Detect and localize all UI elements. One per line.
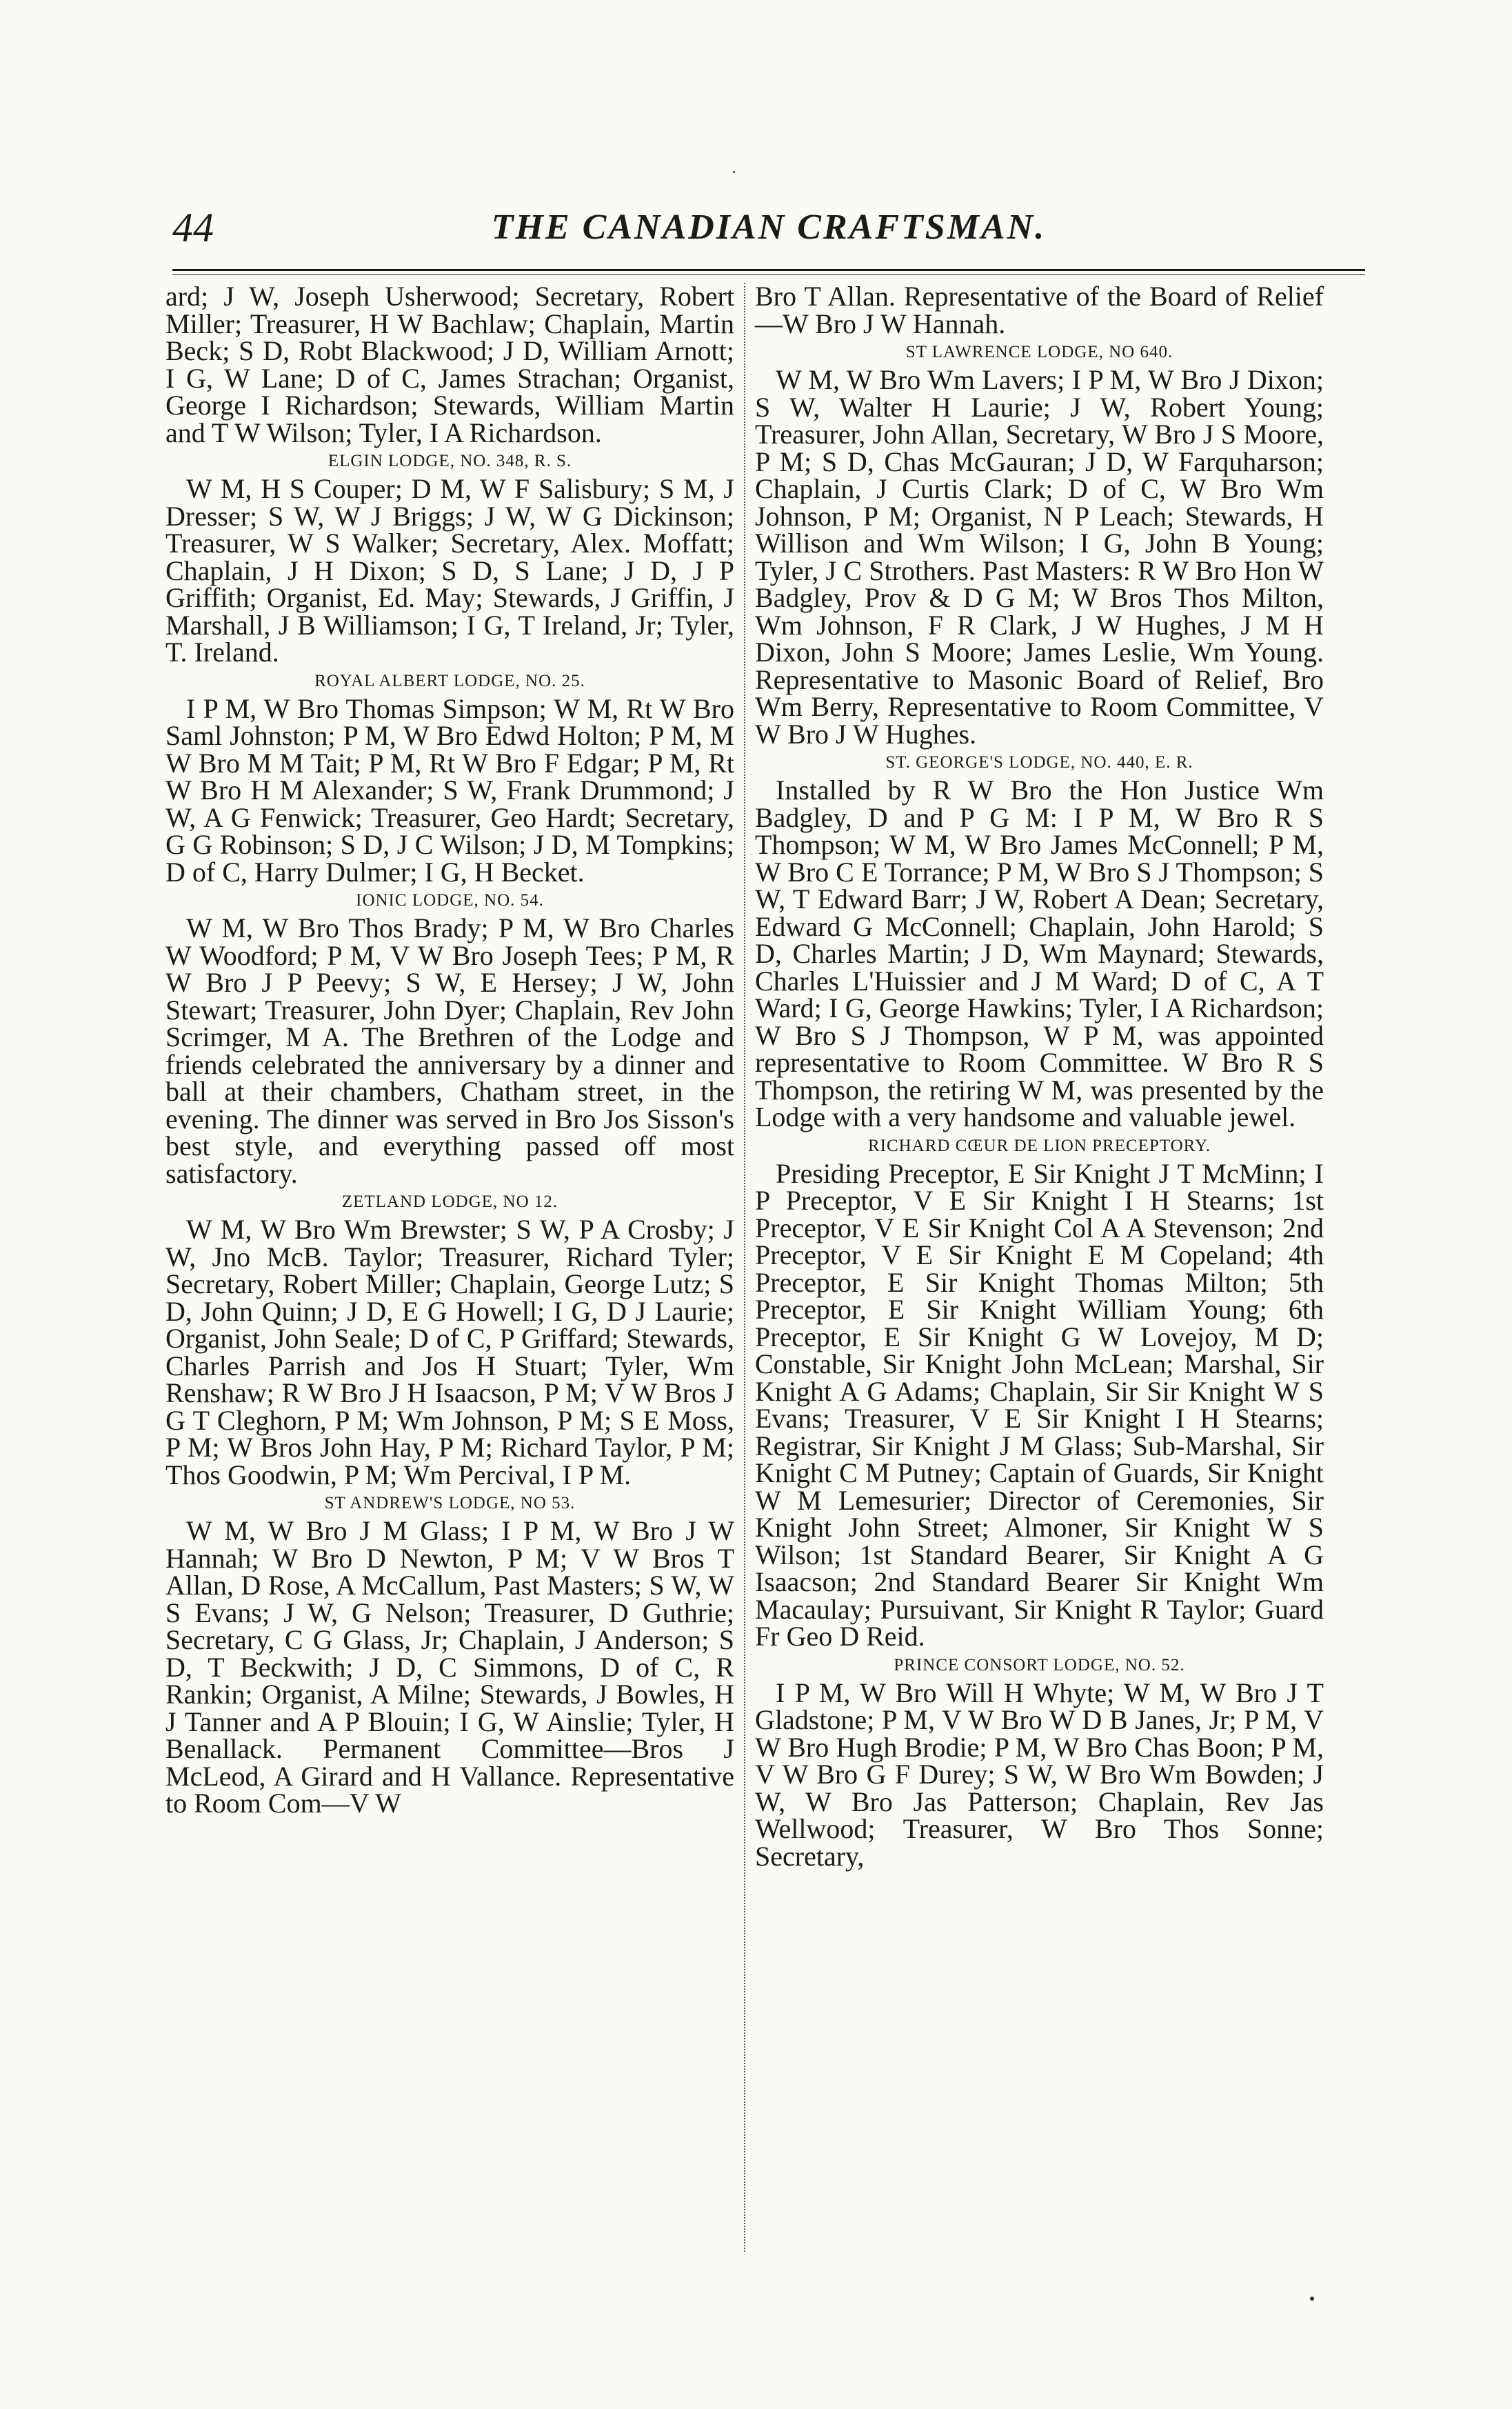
lodge-heading: ST LAWRENCE LODGE, NO 640. (905, 343, 1173, 361)
print-speck (1310, 2297, 1314, 2301)
text-paragraph: I P M, W Bro Will H Whyte; W M, W Bro J T Gladstone; P M, V W Bro W D B Janes, Jr; P M, V W Bro Hugh Brodie; P M, W Bro Chas Boon; P M, V W Bro G F Durey; S W, W Bro Wm Bowden; J W, W Bro Jas Patterson; Chaplain, Rev Jas Wellwood; Treasurer, W Bro Thos Sonne; Secretary, (755, 1677, 1324, 1872)
text-paragraph: W M, W Bro Wm Brewster; S W, P A Crosby; J W, Jno McB. Taylor; Treasurer, Richard Tyler; Secretary, Robert Miller; Chaplain, George Lutz; S D, John Quinn; J D, E G Howell; I G, D J Laurie; Organist, John Seale; D of C, P Griffard; Stewards, Charles Parrish and Jos H Stuart; Tyler, Wm Renshaw; R W Bro J H Isaacson, P M; V W Bros J G T Cleghorn, P M; Wm Johnson, P M; S E Moss, P M; W Bros John Hay, P M; Richard Taylor, P M; Thos Goodwin, P M; Wm Percival, I P M. (165, 1214, 734, 1490)
lodge-heading: IONIC LODGE, NO. 54. (356, 891, 544, 910)
text-paragraph: W M, W Bro Thos Brady; P M, W Bro Charles W Woodford; P M, V W Bro Joseph Tees; P M, R W Bro J P Peevy; S W, E Hersey; J W, John Stewart; Treasurer, John Dyer; Chaplain, Rev John Scrimger, M A. The Brethren of the Lodge and friends celebrated the anniversary by a dinner and ball at their chambers, Chatham street, in the evening. The dinner was served in Bro Jos Sisson's best style, and everything passed off most satisfactory. (165, 912, 734, 1189)
lodge-heading: PRINCE CONSORT LODGE, NO. 52. (894, 1655, 1185, 1675)
page-number: 44 (172, 205, 214, 250)
text-paragraph: W M, H S Couper; D M, W F Salisbury; S M, J Dresser; S W, W J Briggs; J W, W G Dickinson; Treasurer, W S Walker; Secretary, Alex. Moffatt; Chaplain, J H Dixon; S D, S Lane; J D, J P Griffith; Organist, Ed. May; Stewards, J Griffin, J Marshall, J B Williamson; I G, T Ireland, Jr; Tyler, T. Ireland. (165, 473, 734, 668)
text-paragraph: Bro T Allan. Representative of the Board of Relief—W Bro J W Hannah. (755, 281, 1324, 339)
header-rule-thin (172, 274, 1365, 275)
text-paragraph: Presiding Preceptor, E Sir Knight J T McMinn; I P Preceptor, V E Sir Knight I H Stearns; 1st Preceptor, V E Sir Knight Col A A Stevenson; 2nd Preceptor, V E Sir Knight E M Copeland; 4th Preceptor, E Sir Knight Thomas Milton; 5th Preceptor, E Sir Knight William Young; 6th Preceptor, E Sir Knight G W Lovejoy, M D; Constable, Sir Knight John McLean; Marshal, Sir Knight A G Adams; Chaplain, Sir Sir Knight W S Evans; Treasurer, V E Sir Knight I H Stearns; Registrar, Sir Knight J M Glass; Sub-Marshal, Sir Knight C M Putney; Captain of Guards, Sir Knight W M Lemesurier; Director of Ceremonies, Sir Knight John Street; Almoner, Sir Knight W S Wilson; 1st Standard Bearer, Sir Knight A G Isaacson; 2nd Standard Bearer Sir Knight Wm Macaulay; Pursuivant, Sir Knight R Taylor; Guard Fr Geo D Reid. (755, 1157, 1324, 1652)
text-paragraph: I P M, W Bro Thomas Simpson; W M, Rt W Bro Saml Johnston; P M, W Bro Edwd Holton; P M, M W Bro M M Tait; P M, Rt W Bro F Edgar; P M, Rt W Bro H M Alexander; S W, Frank Drummond; J W, A G Fenwick; Treasurer, Geo Hardt; Secretary, G G Robinson; S D, J C Wilson; J D, M Tompkins; D of C, Harry Dulmer; I G, H Becket. (165, 692, 734, 888)
page-header (172, 200, 1365, 262)
lodge-heading: ZETLAND LODGE, NO 12. (341, 1192, 558, 1211)
lodge-heading: ST ANDREW'S LODGE, NO 53. (324, 1494, 576, 1512)
right-column (755, 283, 1324, 1870)
lodge-heading: ROYAL ALBERT LODGE, NO. 25. (314, 671, 585, 690)
header-rule (172, 269, 1365, 271)
text-paragraph: Installed by R W Bro the Hon Justice Wm Badgley, D and P G M: I P M, W Bro R S Thompson; W M, W Bro James McConnell; P M, W Bro C E Torrance; P M, W Bro S J Thompson; S W, T Edward Barr; J W, Robert A Dean; Secretary, Edward G McConnell; Chaplain, John Harold; S D, Charles Martin; J D, Wm Maynard; Stewards, Charles L'Huissier and J M Ward; D of C, A T Ward; I G, George Hawkins; Tyler, I A Richardson; W Bro S J Thompson, W P M, was appointed representative to Room Committee. W Bro R S Thompson, the retiring W M, was presented by the Lodge with a very handsome and valuable jewel. (755, 774, 1324, 1132)
text-paragraph: W M, W Bro J M Glass; I P M, W Bro J W Hannah; W Bro D Newton, P M; V W Bros T Allan, D Rose, A McCallum, Past Masters; S W, W S Evans; J W, G Nelson; Treasurer, D Guthrie; Secretary, C G Glass, Jr; Chaplain, J Anderson; S D, T Beckwith; J D, C Simmons, D of C, R Rankin; Organist, A Milne; Stewards, J Bowles, H J Tanner and A P Blouin; I G, W Ainslie; Tyler, H Benallack. Permanent Committee—Bros J McLeod, A Girard and H Vallance. Representative to Room Com—V W (165, 1515, 734, 1819)
lodge-heading: ST. GEORGE'S LODGE, NO. 440, E. R. (885, 753, 1193, 772)
text-paragraph: ard; J W, Joseph Usherwood; Secretary, Robert Miller; Treasurer, H W Bachlaw; Chaplain, Martin Beck; S D, Robt Blackwood; J D, William Arnott; I G, W Lane; D of C, James Strachan; Organist, George I Richardson; Stewards, William Martin and T W Wilson; Tyler, I A Richardson. (165, 281, 734, 448)
left-column (165, 283, 734, 1817)
print-speck (733, 171, 735, 173)
text-paragraph: W M, W Bro Wm Lavers; I P M, W Bro J Dixon; S W, Walter H Laurie; J W, Robert Young; Treasurer, John Allan, Secretary, W Bro J S Moore, P M; S D, Chas McGauran; J D, W Farquharson; Chaplain, J Curtis Clark; D of C, W Bro Wm Johnson, P M; Organist, N P Leach; Stewards, H Willison and Wm Wilson; I G, John B Young; Tyler, J C Strothers. Past Masters: R W Bro Hon W Badgley, Prov & D G M; W Bros Thos Milton, Wm Johnson, F R Clark, J W Hughes, J M H Dixon, John S Moore; James Leslie, Wm Young. Representative to Masonic Board of Relief, Bro Wm Berry, Representative to Room Committee, V W Bro J W Hughes. (755, 364, 1324, 750)
column-divider (744, 283, 745, 2252)
running-title: THE CANADIAN CRAFTSMAN. (491, 208, 1047, 247)
lodge-heading: RICHARD CŒUR DE LION PRECEPTORY. (867, 1136, 1211, 1155)
lodge-heading: ELGIN LODGE, NO. 348, R. S. (327, 452, 572, 470)
